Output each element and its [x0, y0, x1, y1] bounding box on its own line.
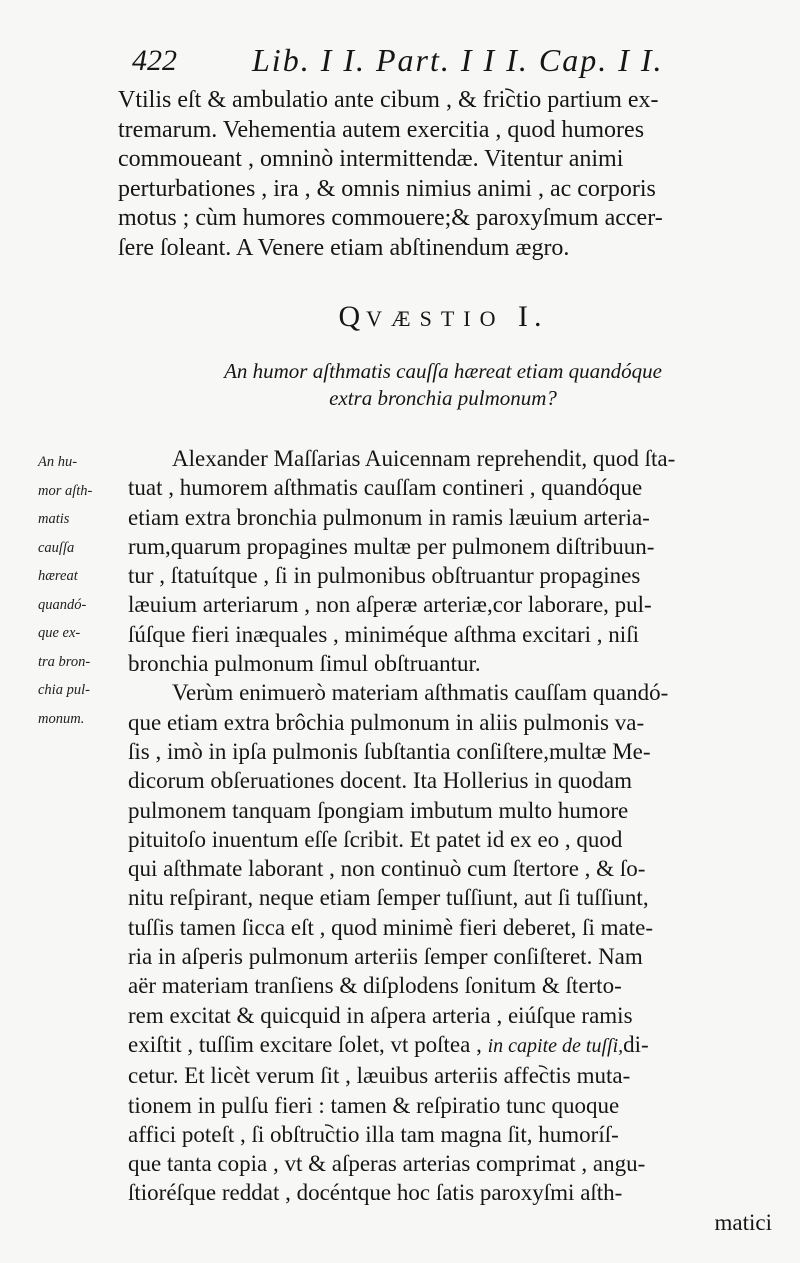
page-number: 422 — [132, 44, 177, 77]
question-heading-word: VÆSTIO — [366, 306, 505, 331]
citation-italic: in capite de tuſſi, — [487, 1034, 624, 1057]
text-line: aër materiam tranſiens & diſplodens ſonitum & ſterto- — [128, 973, 622, 999]
text-line: bronchia pulmonum ſimul obſtruantur. — [128, 651, 481, 677]
text-line: Alexander Maſſarias Auicennam reprehendit, quod ſta- — [172, 446, 676, 471]
text-line: læuium arteriarum , non aſperæ arteriæ,cor laborare, pul- — [128, 592, 652, 618]
question-heading — [118, 300, 768, 334]
marginal-line: monum. — [38, 710, 85, 727]
marginal-line: An hu- — [38, 454, 78, 470]
text-line: que tanta copia , vt & aſperas arterias comprimat , angu- — [128, 1151, 646, 1177]
text-line: cetur. Et licèt verum ſit , læuibus arteriis affe︡ctis muta- — [128, 1063, 631, 1089]
text-line: que etiam extra brôchia pulmonum in aliis pulmonis va- — [128, 709, 645, 735]
question-line: An humor aſthmatis cauſſa hæreat etiam quandóque — [224, 359, 662, 383]
marginal-line: hæreat — [38, 568, 78, 584]
text-line: rum,quarum propagines multæ per pulmonem diſtribuun- — [128, 533, 655, 559]
text-line: commoueant , omninò intermittendæ. Vitentur animi — [118, 146, 624, 172]
text-line: tuat , humorem aſthmatis cauſſam contineri , quandóque — [128, 475, 643, 501]
marginal-line: cauſſa — [38, 539, 75, 556]
text-line: nitu reſpirant, neque etiam ſemper tuſſiunt, aut ſi tuſſiunt, — [128, 885, 649, 911]
text-line: tur , ſtatuítque , ſi in pulmonibus obſtruantur propagines — [128, 563, 641, 589]
text-line: etiam extra bronchia pulmonum in ramis læuium arteria- — [128, 504, 650, 530]
text-line: Vtilis eſt & ambulatio ante cibum , & fri︡ctio partium ex- — [118, 87, 659, 113]
body-text — [128, 444, 772, 1237]
text-line: pulmonem tanquam ſpongiam imbutum multo humore — [128, 797, 629, 823]
marginal-line: quandó- — [38, 596, 87, 613]
question-text — [118, 358, 768, 412]
text-line: motus ; cùm humores commouere;& paroxyſmum accer- — [118, 205, 663, 231]
text-line: Verùm enimuerò materiam aſthmatis cauſſam quandó- — [172, 680, 669, 706]
text-line: pituitoſo inuentum eſſe ſcribit. Et patet id ex eo , quod — [128, 826, 623, 852]
running-title: Lib. I I. Part. I I I. Cap. I I. — [252, 42, 664, 78]
text-line: rem excitat & quicquid in aſpera arteria , eiúſque ramis — [128, 1002, 633, 1028]
marginal-note — [38, 448, 126, 733]
marginal-line: matis — [38, 511, 70, 527]
text-line: ria in aſperis pulmonum arteriis ſemper conſiſteret. Nam — [128, 944, 643, 970]
marginal-line: chia pul- — [38, 682, 90, 698]
text-line: ſtioréſque reddat , docéntque hoc ſatis paroxyſmi aſth- — [128, 1180, 623, 1206]
marginal-line: tra bron- — [38, 653, 91, 670]
catchword: matici — [714, 1209, 772, 1235]
question-heading-initial: Q — [338, 300, 367, 333]
text-line — [128, 1030, 772, 1061]
intro-paragraph — [118, 86, 768, 263]
text-segment: di- — [623, 1031, 649, 1057]
question-number: I. — [518, 300, 548, 333]
text-line: tionem in pulſu fieri : tamen & reſpiratio tunc quoque — [128, 1092, 620, 1118]
marginal-line: que ex- — [38, 625, 81, 641]
running-head — [132, 42, 772, 78]
text-line: ſere ſoleant. A Venere etiam abſtinendum ægro. — [118, 234, 570, 261]
text-line: tremarum. Vehementia autem exercitia , quod humores — [118, 116, 645, 143]
text-line: tuſſis tamen ſicca eſt , quod minimè fieri deberet, ſi mate- — [128, 914, 653, 940]
text-segment: exiſtit , tuſſim excitare ſolet, vt poſtea , — [128, 1031, 488, 1057]
text-line: perturbationes , ira , & omnis nimius animi , ac corporis — [118, 175, 656, 202]
text-line: ſis , imò in ipſa pulmonis ſubſtantia conſiſtere,multæ Me- — [128, 738, 651, 764]
text-line: qui aſthmate laborant , non continuò cum ſtertore , & ſo- — [128, 856, 646, 882]
text-line: affici poteſt , ſi obſtru︡ctio illa tam magna ſit, humoríſ- — [128, 1121, 619, 1147]
marginal-line: mor aſth- — [38, 482, 93, 499]
question-line: extra bronchia pulmonum? — [329, 386, 557, 410]
text-line: dicorum obſeruationes docent. Ita Hollerius in quodam — [128, 768, 632, 794]
text-line: ſúſque fieri inæquales , miniméque aſthma excitari , niſi — [128, 621, 639, 647]
